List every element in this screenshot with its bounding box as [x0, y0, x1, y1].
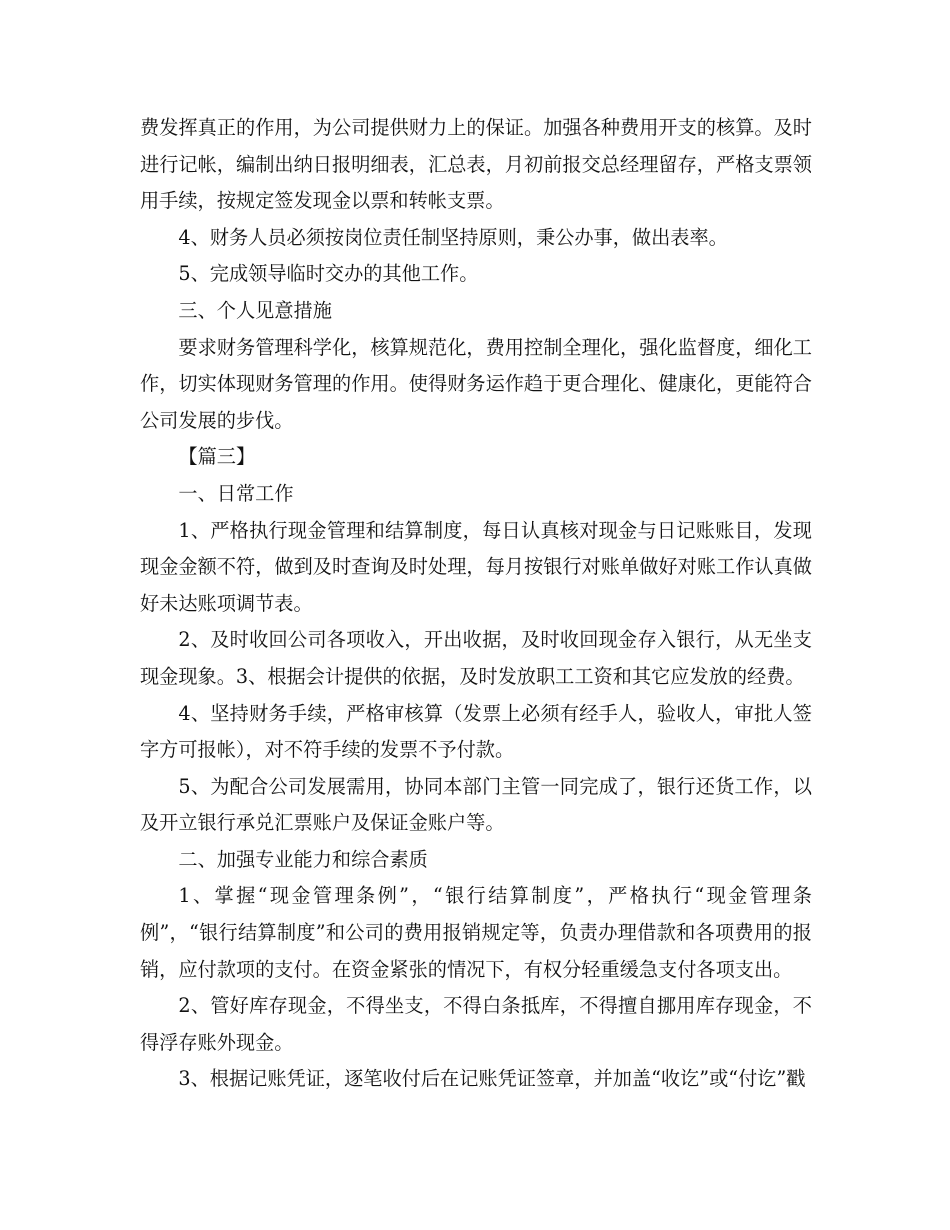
paragraph-item-5-bank-accounts: 5、为配合公司发展需用，协同本部门主管一同完成了，银行还货工作，以及开立银行承兑汇票账户及保证金账户等。 — [140, 774, 812, 835]
chapter-heading-part-three: 【篇三】 — [178, 445, 256, 469]
section-heading-daily-work: 一、日常工作 — [178, 481, 294, 505]
paragraph-continued-expense: 费发挥真正的作用，为公司提供财力上的保证。加强各种费用开支的核算。及时进行记帐，编制出纳日报明细表，汇总表，月初前报交总经理留存，严格支票领用手续，按规定签发现金以票和转帐支票。 — [140, 116, 812, 213]
paragraph-item-4-principles: 4、财务人员必须按岗位责任制坚持原则，秉公办事，做出表率。 — [178, 225, 728, 249]
paragraph-item-3-vouchers: 3、根据记账凭证，逐笔收付后在记账凭证签章，并加盖“收讫”或“付讫”戳 — [178, 1067, 806, 1091]
paragraph-item-1-regulations: 1、掌握“现金管理条例”，“银行结算制度”，严格执行“现金管理条例”，“银行结算制度”和公司的费用报销规定等，负责办理借款和各项费用的报销，应付款项的支付。在资金紧张的情况下，有权分轻重缓急支付各项支出。 — [140, 884, 812, 981]
paragraph-item-2-cash-custody: 2、管好库存现金，不得坐支，不得白条抵库，不得擅自挪用库存现金，不得浮存账外现金。 — [140, 994, 812, 1054]
section-heading-professional-ability: 二、加强专业能力和综合素质 — [178, 847, 428, 871]
paragraph-requirements: 要求财务管理科学化，核算规范化，费用控制全理化，强化监督度，细化工作，切实体现财务管理的作用。使得财务运作趋于更合理化、健康化，更能符合公司发展的步伐。 — [140, 335, 812, 432]
document-page — [140, 110, 812, 1098]
section-heading-personal-suggestions: 三、个人见意措施 — [178, 298, 332, 322]
paragraph-item-5-other-work: 5、完成领导临时交办的其他工作。 — [178, 262, 479, 286]
paragraph-item-4-invoice-review: 4、坚持财务手续，严格审核算（发票上必须有经手人，验收人，审批人签字方可报帐），对不符手续的发票不予付款。 — [140, 701, 812, 762]
paragraph-item-2-receipts: 2、及时收回公司各项收入，开出收据，及时收回现金存入银行，从无坐支现金现象。3、根据会计提供的依据，及时发放职工工资和其它应发放的经费。 — [140, 628, 812, 688]
paragraph-item-1-cash-management: 1、严格执行现金管理和结算制度，每日认真核对现金与日记账账目，发现现金金额不符，做到及时查询及时处理，每月按银行对账单做好对账工作认真做好未达账项调节表。 — [140, 518, 812, 615]
